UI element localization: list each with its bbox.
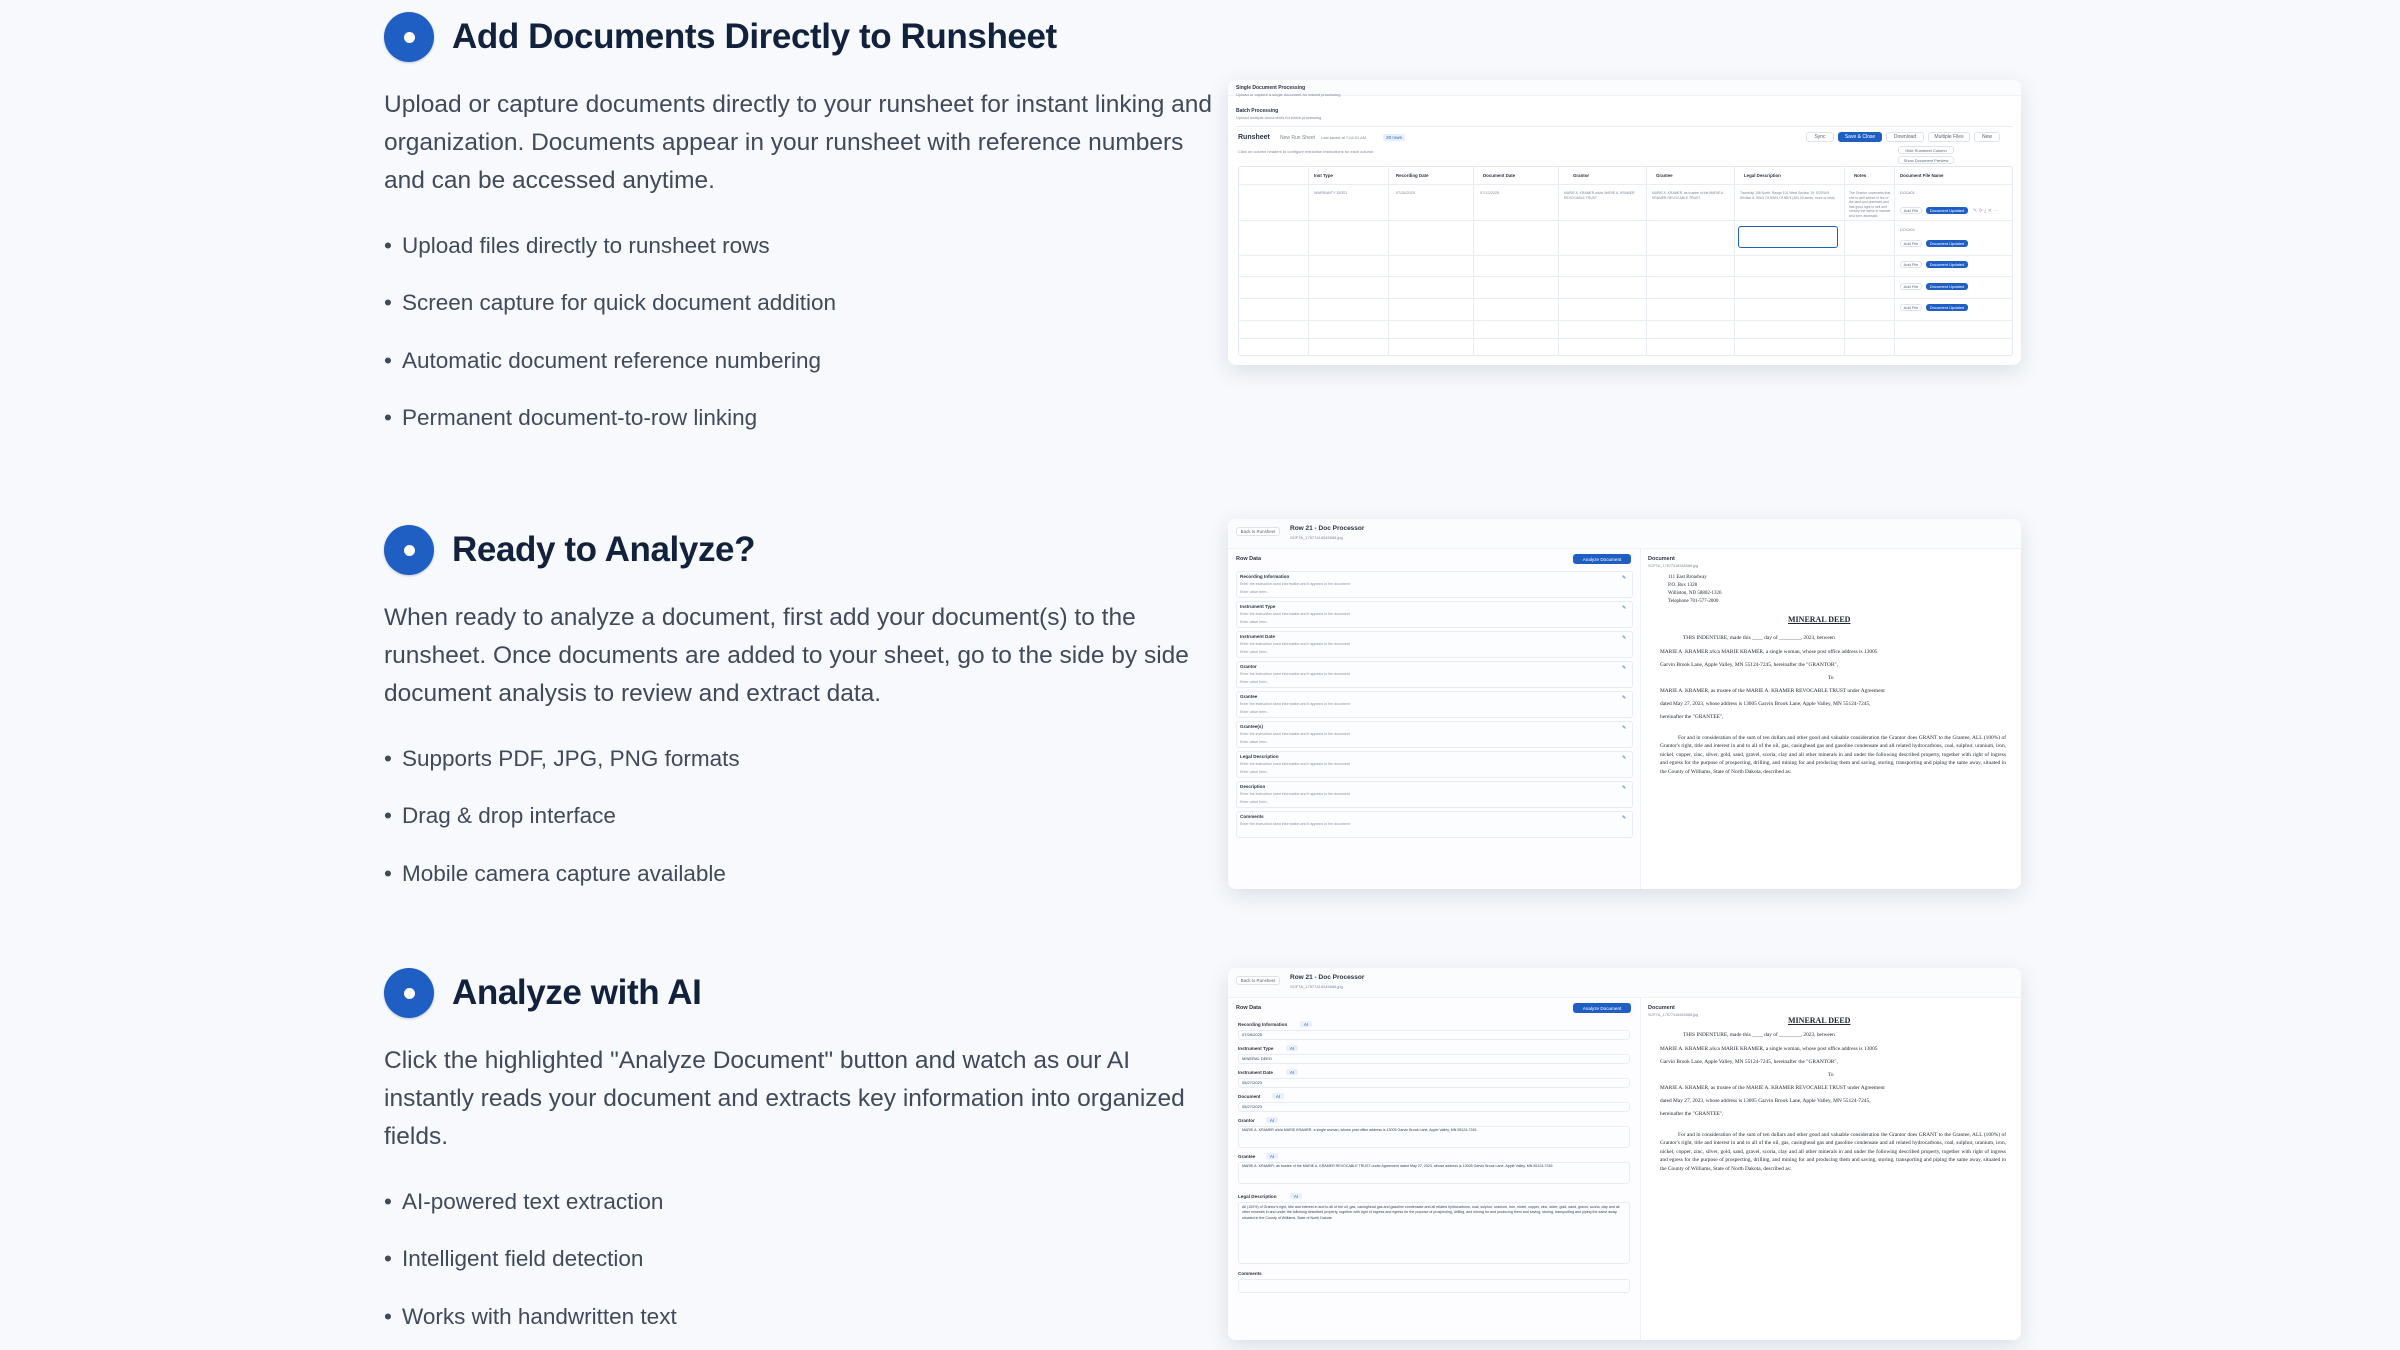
row-2-add-file-button[interactable]: Add File xyxy=(1900,240,1922,247)
document-file-name: SOFTA_17577418345568.jpg xyxy=(1648,1013,1699,1017)
column-header-document-date[interactable]: Document Date xyxy=(1483,173,1516,178)
doc-line-4: To xyxy=(1828,1072,1834,1078)
runsheet-label: Runsheet xyxy=(1238,134,1270,141)
list-item: • Upload files directly to runsheet rows xyxy=(384,230,1224,262)
field-label: Instrument Type xyxy=(1240,604,1276,609)
field-label: Grantee(s) xyxy=(1240,724,1263,729)
field-value-document[interactable] xyxy=(1238,1102,1630,1112)
field-value-recording-information[interactable] xyxy=(1238,1030,1630,1040)
cell-legal-description[interactable]: Township 156 North, Range 101 West Section 19: S/2SW/4 Section 8: SW/4 Of NW/4 Of NE/4 (300.00 acres, more or less) xyxy=(1740,191,1835,200)
column-header-legal-description[interactable]: Legal Description xyxy=(1744,173,1781,178)
field-value: MINERAL DEED xyxy=(1242,1056,1272,1061)
field-label: Grantee xyxy=(1238,1154,1256,1159)
batch-caption: Batch Processing xyxy=(1236,108,1279,114)
runsheet-table-screenshot[interactable] xyxy=(1228,80,2021,365)
edit-pencil-icon[interactable]: ✎ xyxy=(1622,785,1627,791)
screenshot-topbar xyxy=(1228,519,2021,549)
doc-line-4: To xyxy=(1828,675,1834,681)
ai-badge: AI xyxy=(1266,1117,1278,1123)
section-1-body: Upload or capture documents directly to your runsheet for instant linking and organization. Documents appear in your runsheet with reference numbers and can be accessed anytime. xyxy=(384,91,1213,194)
row-data-panel xyxy=(1228,549,1641,889)
section-3-text xyxy=(384,968,1224,1350)
field-placeholder: Enter the instruction used information and it appears in the document xyxy=(1240,822,1350,826)
edit-pencil-icon[interactable]: ✎ xyxy=(1622,605,1627,611)
section-2-feature-list xyxy=(384,743,1224,890)
field-value-placeholder: Enter value here... xyxy=(1240,590,1270,594)
field-value-instrument-date[interactable] xyxy=(1238,1078,1630,1088)
field-label: Recording Information xyxy=(1238,1022,1288,1027)
field-label: Document xyxy=(1238,1094,1261,1099)
col-sep xyxy=(1388,166,1389,356)
bullet-dot-icon xyxy=(384,525,434,575)
field-placeholder: Enter the instruction used information and it appears in the document xyxy=(1240,582,1350,586)
section-3-feature-list xyxy=(384,1186,1224,1333)
doc-line-5: MARIE A. KRAMER, as trustee of the MARIE A. KRAMER REVOCABLE TRUST under Agreement xyxy=(1660,688,1885,694)
row-1-document-updated-button[interactable]: Document Updated xyxy=(1926,207,1968,214)
field-label: Comments xyxy=(1238,1271,1262,1276)
row-sep xyxy=(1238,220,2013,221)
show-document-preview-button[interactable]: Show Document Preview xyxy=(1898,156,1954,164)
doc-line-1: THIS INDENTURE, made this ____ day of ________, 2023, between xyxy=(1683,635,1835,641)
list-item: • Automatic document reference numbering xyxy=(384,345,1224,377)
doc-line-1: THIS INDENTURE, made this ____ day of ________, 2023, between xyxy=(1683,1032,1835,1038)
edit-pencil-icon[interactable]: ✎ xyxy=(1622,665,1627,671)
doc-processor-filled-screenshot[interactable] xyxy=(1228,968,2021,1340)
list-item: • Works with handwritten text xyxy=(384,1301,1224,1333)
doc-line-2: MARIE A. KRAMER a/k/a MARIE KRAMER, a single woman, whose post office address is 13005 xyxy=(1660,649,1878,655)
field-placeholder: Enter the instruction used information and it appears in the document xyxy=(1240,792,1350,796)
row-2-document-updated-button[interactable]: Document Updated xyxy=(1926,240,1968,247)
list-item: • AI-powered text extraction xyxy=(384,1186,1224,1218)
rows-count-badge: 20 rows xyxy=(1383,134,1405,141)
back-to-runsheet-button[interactable]: Back to Runsheet xyxy=(1236,976,1280,985)
list-item: • Supports PDF, JPG, PNG formats xyxy=(384,743,1224,775)
field-label: Instrument Date xyxy=(1238,1070,1273,1075)
field-label: Grantor xyxy=(1240,664,1257,669)
row-1-icons[interactable]: ✎ ⟳ ⤓ ✕ ⋯ xyxy=(1973,208,1999,214)
col-sep xyxy=(1308,166,1309,356)
col-sep xyxy=(1894,166,1895,356)
row-5-document-updated-button[interactable]: Document Updated xyxy=(1926,304,1968,311)
document-label: Document xyxy=(1648,1005,1675,1011)
ai-badge: AI xyxy=(1300,1021,1312,1027)
row-sep xyxy=(1238,276,2013,277)
document-label: Document xyxy=(1648,556,1675,562)
row-data-label: Row Data xyxy=(1236,1005,1262,1011)
row-sep xyxy=(1238,298,2013,299)
column-header-notes[interactable]: Notes xyxy=(1854,173,1867,178)
divider xyxy=(1236,126,2013,127)
column-header-document-file-name[interactable]: Document File Name xyxy=(1900,173,1944,178)
section-1-feature-list xyxy=(384,230,1224,434)
doc-line-6: dated May 27, 2023, whose address is 13005 Garvin Brook Lane, Apple Valley, MN 55124-7245, xyxy=(1660,1098,1871,1104)
cell-doc-ref-1[interactable]: DOC#01 xyxy=(1900,191,1915,195)
screenshot-topbar xyxy=(1228,80,2021,96)
field-label: Legal Description xyxy=(1238,1194,1277,1199)
field-value-placeholder: Enter value here... xyxy=(1240,710,1270,714)
row-3-add-file-button[interactable]: Add File xyxy=(1900,261,1922,268)
bullet-dot-icon xyxy=(384,968,434,1018)
doc-line-3: Garvin Brook Lane, Apple Valley, MN 55124-7245, hereinafter the "GRANTOR", xyxy=(1660,1059,1838,1065)
field-label: Instrument Date xyxy=(1240,634,1275,639)
analyze-document-button[interactable]: Analyze Document xyxy=(1573,1003,1631,1013)
edit-pencil-icon[interactable]: ✎ xyxy=(1622,725,1627,731)
section-2-body: When ready to analyze a document, first add your document(s) to the runsheet. Once documents are added to your sheet, go to the side by side document analysis to review and extract data. xyxy=(384,604,1189,707)
doc-paragraph-1: For and in consideration of the sum of ten dollars and other good and valuable consideration the Grantor does GRANT to the Grantee, ALL (100%) of Grantor's right, title and interest in and to all of the oil, gas, casinghead gas and gasoline condensate and all related hydrocarbons, coal, sulphur, uranium, iron, nickel, copper, zinc, silver, gold, sand, gravel, scoria, clay and all other minerals in and under the following described property, together with right of ingress and egress for the purpose of prospecting, drilling, and mining for and producing them and saving, storing, transporting and piping the same away, situated in the County of Williams, State of North Dakota, described as: xyxy=(1660,735,2006,775)
list-item: • Permanent document-to-row linking xyxy=(384,402,1224,434)
ai-badge: AI xyxy=(1266,1153,1278,1159)
table-header-rule xyxy=(1238,184,2013,185)
doc-address-2: P.O. Box 1328 xyxy=(1668,583,1698,588)
list-item: • Intelligent field detection xyxy=(384,1243,1224,1275)
row-4-add-file-button[interactable]: Add File xyxy=(1900,283,1922,290)
section-2-heading-row xyxy=(384,525,1224,575)
row-5-add-file-button[interactable]: Add File xyxy=(1900,304,1922,311)
doc-paragraph-1: For and in consideration of the sum of ten dollars and other good and valuable consideration the Grantor does GRANT to the Grantee, ALL (100%) of Grantor's right, title and interest in and to all of the oil, gas, casinghead gas and gasoline condensate and all related hydrocarbons, coal, sulphur, uranium, iron, nickel, copper, zinc, silver, gold, sand, gravel, scoria, clay and all other minerals in and under the following described property, together with right of ingress and egress for the purpose of prospecting, drilling, and mining for and producing them and saving, storing, transporting and piping the same away, situated in the County of Williams, State of North Dakota, described as: xyxy=(1660,1132,2006,1172)
doc-line-2: MARIE A. KRAMER a/k/a MARIE KRAMER, a single woman, whose post office address is 13005 xyxy=(1660,1046,1878,1052)
doc-line-5: MARIE A. KRAMER, as trustee of the MARIE A. KRAMER REVOCABLE TRUST under Agreement xyxy=(1660,1085,1885,1091)
last-saved: Last saved at 7:04:31 AM xyxy=(1321,135,1367,140)
multiple-files-button[interactable]: Multiple Files xyxy=(1928,132,1970,142)
col-sep xyxy=(1646,166,1647,356)
column-header-recording-date[interactable]: Recording Date xyxy=(1396,173,1429,178)
screenshot-topbar xyxy=(1228,968,2021,998)
field-value: MARIE A. KRAMER, as trustee of the MARIE A. KRAMER REVOCABLE TRUST under Agreement dated May 27, 2023, whose address is 13005 Garvin Brook Lane, Apple Valley, MN 55124-7245 xyxy=(1242,1164,1553,1168)
list-item: • Drag & drop interface xyxy=(384,800,1224,832)
row-sep xyxy=(1238,338,2013,339)
doc-processor-empty-screenshot[interactable] xyxy=(1228,519,2021,889)
field-placeholder: Enter the instruction used information and it appears in the document xyxy=(1240,762,1350,766)
field-value-placeholder: Enter value here... xyxy=(1240,800,1270,804)
doc-line-6: dated May 27, 2023, whose address is 13005 Garvin Brook Lane, Apple Valley, MN 55124-7245, xyxy=(1660,701,1871,707)
hide-runsheet-column-button[interactable]: Hide Runsheet Column xyxy=(1898,146,1954,154)
row-sep xyxy=(1238,255,2013,256)
field-label: Legal Description xyxy=(1240,754,1279,759)
doc-line-7: hereinafter the "GRANTEE", xyxy=(1660,1111,1724,1117)
section-3-body: Click the highlighted "Analyze Document" button and watch as our AI instantly reads your document and extracts key information into organized fields. xyxy=(384,1047,1185,1150)
page-title: Analyze with AI xyxy=(452,972,702,1012)
ai-badge: AI xyxy=(1286,1069,1298,1075)
download-button[interactable]: Download xyxy=(1886,132,1924,142)
single-doc-caption: Single Document Processing xyxy=(1236,85,1306,91)
field-value: 07/28/2025 xyxy=(1242,1032,1263,1037)
field-value-placeholder: Enter value here... xyxy=(1240,680,1270,684)
col-sep xyxy=(1558,166,1559,356)
sheet-name: New Run Sheet xyxy=(1280,135,1316,141)
new-button[interactable]: New xyxy=(1974,132,2000,142)
ai-badge: AI xyxy=(1272,1093,1284,1099)
field-label: Recording Information xyxy=(1240,574,1290,579)
doc-line-7: hereinafter the "GRANTEE", xyxy=(1660,714,1724,720)
column-header-grantee[interactable]: Grantee xyxy=(1656,173,1673,178)
sync-button[interactable]: Sync xyxy=(1806,132,1834,142)
batch-subcaption: Upload multiple documents for batch processing xyxy=(1236,115,1322,120)
section-1-heading-row xyxy=(384,12,1224,62)
save-close-button[interactable]: Save & Close xyxy=(1838,132,1882,142)
row-4-document-updated-button[interactable]: Document Updated xyxy=(1926,283,1968,290)
cell-grantor[interactable]: MARIE A. KRAMER a/k/a/ MARIE A. KRAMER REVOCABLE TRUST xyxy=(1564,191,1635,200)
section-3-heading-row xyxy=(384,968,1224,1018)
cell-doc-ref-2[interactable]: DOC#02 xyxy=(1900,228,1915,232)
field-label: Grantor xyxy=(1238,1118,1255,1123)
field-value: MARIE A. KRAMER a/k/a MARIE KRAMER, a single woman, whose post office address is 13005 Garvin Brook Lane, Apple Valley, MN 55124-7245 xyxy=(1242,1128,1477,1132)
page-title: Add Documents Directly to Runsheet xyxy=(452,16,1057,56)
field-value: 05/27/2023 xyxy=(1242,1104,1263,1109)
back-to-runsheet-button[interactable]: Back to Runsheet xyxy=(1236,527,1280,536)
doc-heading: MINERAL DEED xyxy=(1788,615,1851,624)
edit-pencil-icon[interactable]: ✎ xyxy=(1622,635,1627,641)
column-header-inst-type[interactable]: Inst Type xyxy=(1314,173,1333,178)
col-sep xyxy=(1844,166,1845,356)
doc-processor-subtitle: SOFTA_17577418345568.jpg xyxy=(1290,535,1343,540)
field-placeholder: Enter the instruction used information and it appears in the document xyxy=(1240,702,1350,706)
cell-notes[interactable]: The Grantor covenants that she is well seized in fee of the land and premises and has good right to sell and convey the same in manner and form aforesaid. xyxy=(1849,191,1891,218)
field-placeholder: Enter the instruction used information and it appears in the document xyxy=(1240,612,1350,616)
list-item: • Mobile camera capture available xyxy=(384,858,1224,890)
doc-heading: MINERAL DEED xyxy=(1788,1016,1851,1025)
col-sep xyxy=(1473,166,1474,356)
row-data-label: Row Data xyxy=(1236,556,1262,562)
field-placeholder: Enter the instruction used information and it appears in the document xyxy=(1240,672,1350,676)
ai-badge: AI xyxy=(1286,1045,1298,1051)
doc-line-3: Garvin Brook Lane, Apple Valley, MN 55124-7245, hereinafter the "GRANTOR", xyxy=(1660,662,1838,668)
column-header-grantor[interactable]: Grantor xyxy=(1573,173,1590,178)
doc-processor-subtitle: SOFTA_17577418345568.jpg xyxy=(1290,984,1343,989)
field-value-placeholder: Enter value here... xyxy=(1240,620,1270,624)
doc-address-3: Williston, ND 58802-1326 xyxy=(1668,591,1722,596)
single-doc-subcaption: Upload or capture a single document for instant processing xyxy=(1236,92,1341,97)
field-label: Instrument Type xyxy=(1238,1046,1274,1051)
ai-badge: AI xyxy=(1290,1193,1302,1199)
doc-processor-title: Row 21 - Doc Processor xyxy=(1290,974,1365,981)
section-2-text xyxy=(384,525,1224,915)
field-label: Description xyxy=(1240,784,1266,789)
edit-pencil-icon[interactable]: ✎ xyxy=(1622,755,1627,761)
doc-address-1: 111 East Broadway xyxy=(1668,575,1707,580)
field-placeholder: Enter the instruction used information and it appears in the document xyxy=(1240,642,1350,646)
row-3-document-updated-button[interactable]: Document Updated xyxy=(1926,261,1968,268)
field-value-instrument-type[interactable] xyxy=(1238,1054,1630,1064)
bullet-dot-icon xyxy=(384,12,434,62)
edit-pencil-icon[interactable]: ✎ xyxy=(1622,695,1627,701)
field-value-placeholder: Enter value here... xyxy=(1240,740,1270,744)
field-label: Comments xyxy=(1240,814,1264,819)
row-sep xyxy=(1238,320,2013,321)
edit-pencil-icon[interactable]: ✎ xyxy=(1622,815,1627,821)
field-value-placeholder: Enter value here... xyxy=(1240,770,1270,774)
field-value-comments[interactable] xyxy=(1238,1279,1630,1293)
field-label: Grantee xyxy=(1240,694,1258,699)
cell-document-date[interactable]: 07/12/2025 xyxy=(1480,191,1500,195)
field-value: All (100%) of Grantor's right, title and interest in and to all of the oil, gas, casinghead gas and gasoline condensate and all related hydrocarbons, coal, sulphur, uranium, iron, nickel, copper, zinc, silver, gold, sand, gravel, scoria, clay and all other minerals in and under the following described property, together with right of ingress and egress for the purpose of prospecting, drilling, and mining for and producing them and saving, storing, transporting and piping the same away, situated in the County of Williams, State of North Dakota xyxy=(1242,1205,1620,1220)
row-1-add-file-button[interactable]: Add File xyxy=(1900,207,1922,214)
field-value: 05/27/2023 xyxy=(1242,1080,1263,1085)
section-1-text xyxy=(384,12,1224,460)
list-item: • Screen capture for quick document addition xyxy=(384,287,1224,319)
page-title: Ready to Analyze? xyxy=(452,529,756,569)
doc-address-4: Telephone 701-577-2000 xyxy=(1668,599,1719,604)
field-placeholder: Enter the instruction used information and it appears in the document xyxy=(1240,732,1350,736)
column-hint: Click on column headers to configure extraction instructions for each column xyxy=(1238,149,1374,154)
cell-inst-type[interactable]: WARRANTY DEED xyxy=(1314,191,1348,195)
analyze-document-button[interactable]: Analyze Document xyxy=(1573,554,1631,564)
edit-pencil-icon[interactable]: ✎ xyxy=(1622,575,1627,581)
cell-grantee[interactable]: MARIE A. KRAMER, as trustee of the MARIE A. KRAMER REVOCABLE TRUST xyxy=(1652,191,1724,200)
field-value-placeholder: Enter value here... xyxy=(1240,650,1270,654)
selected-cell[interactable] xyxy=(1738,226,1838,248)
cell-recording-date[interactable]: 07/28/2025 xyxy=(1396,191,1416,195)
document-file-name: SOFTA_17577418345568.jpg xyxy=(1648,564,1699,568)
col-sep xyxy=(1734,166,1735,356)
doc-processor-title: Row 21 - Doc Processor xyxy=(1290,525,1365,532)
